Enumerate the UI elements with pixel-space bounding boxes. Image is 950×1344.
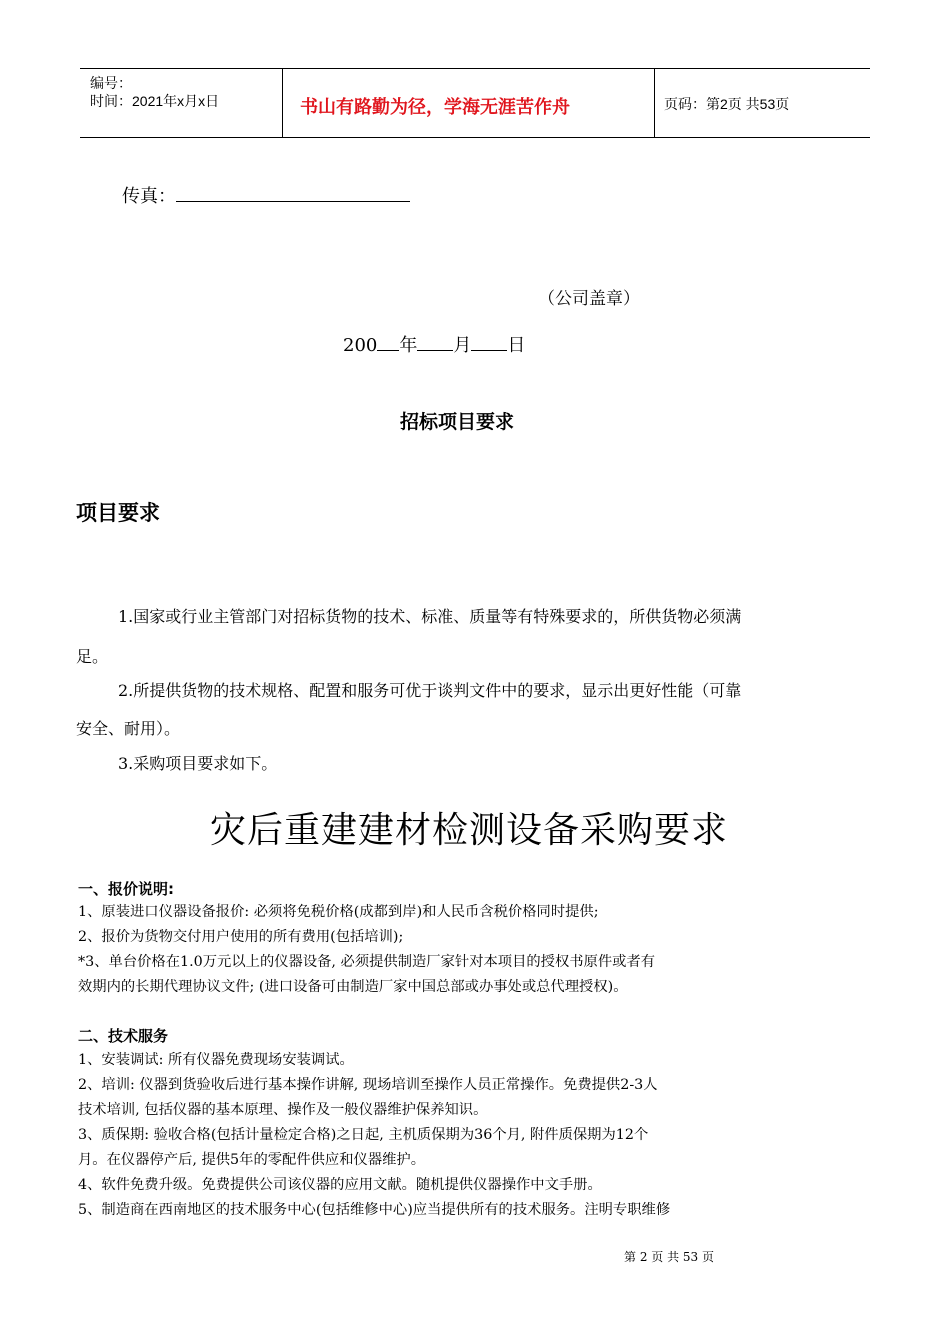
doc-time: 时间：2021年x月x日 [90,93,220,109]
date-month: 月 [453,335,472,356]
date-year-prefix: 200 [343,335,378,356]
requirement-1-line1: 1.国家或行业主管部门对招标货物的技术、标准、质量等有特殊要求的，所供货物必须满 [118,607,742,626]
header-divider [654,68,655,137]
fax-blank [176,185,410,202]
company-seal-label: （公司盖章） [538,289,640,309]
requirement-2-line1: 2.所提供货物的技术规格、配置和服务可优于谈判文件中的要求，显示出更好性能（可靠 [118,681,742,700]
requirement-3-line1: 3.采购项目要求如下。 [118,754,278,773]
fax-field [122,182,410,208]
section-2-title: 二、技术服务 [78,1027,169,1045]
section-2-line: 5、制造商在西南地区的技术服务中心(包括维修中心)应当提供所有的技术服务。注明专职维修 [78,1202,671,1218]
page-info: 页码：第2页 共53页 [664,96,790,112]
section-2-line: 3、质保期: 验收合格(包括计量检定合格)之日起, 主机质保期为36个月, 附件质保期为12个 [78,1127,649,1143]
page-footer: 第 2 页 共 53 页 [624,1250,714,1264]
section-1-line: *3、单台价格在1.0万元以上的仪器设备, 必须提供制造厂家针对本项目的授权书原件或者有 [78,954,656,970]
requirement-1-line2: 足。 [76,647,109,666]
fax-label: 传真： [122,186,176,207]
section-2-line: 月。在仪器停产后, 提供5年的零配件供应和仪器维护。 [78,1152,426,1168]
main-title: 灾后重建建材检测设备采购要求 [210,810,729,851]
header-divider [282,68,283,137]
section-2-line: 1、安装调试: 所有仪器免费现场安装调试。 [78,1052,354,1068]
section-1-title: 一、报价说明: [78,880,174,898]
day-blank [471,334,507,351]
bid-requirements-title: 招标项目要求 [400,411,515,433]
section-2-line: 2、培训: 仪器到货验收后进行基本操作讲解, 现场培训至操作人员正常操作。免费提供2-3人 [78,1077,658,1093]
date-day: 日 [507,335,526,356]
section-2-line: 技术培训, 包括仪器的基本原理、操作及一般仪器维护保养知识。 [78,1102,488,1118]
header-motto: 书山有路勤为径，学海无涯苦作舟 [300,97,570,118]
requirement-2-line2: 安全、耐用）。 [76,719,181,738]
section-1-line: 效期内的长期代理协议文件; (进口设备可由制造厂家中国总部或办事处或总代理授权)。 [78,979,628,995]
date-line [343,331,525,357]
year-blank [377,334,399,351]
date-year: 年 [399,335,418,356]
doc-number-label: 编号： [90,75,132,91]
section-1-line: 1、原装进口仪器设备报价: 必须将免税价格(成都到岸)和人民币含税价格同时提供; [78,904,599,920]
section-2-line: 4、软件免费升级。免费提供公司该仪器的应用文献。随机提供仪器操作中文手册。 [78,1177,602,1193]
month-blank [417,334,453,351]
project-requirements-heading: 项目要求 [76,501,160,525]
section-1-line: 2、报价为货物交付用户使用的所有费用(包括培训); [78,929,404,945]
